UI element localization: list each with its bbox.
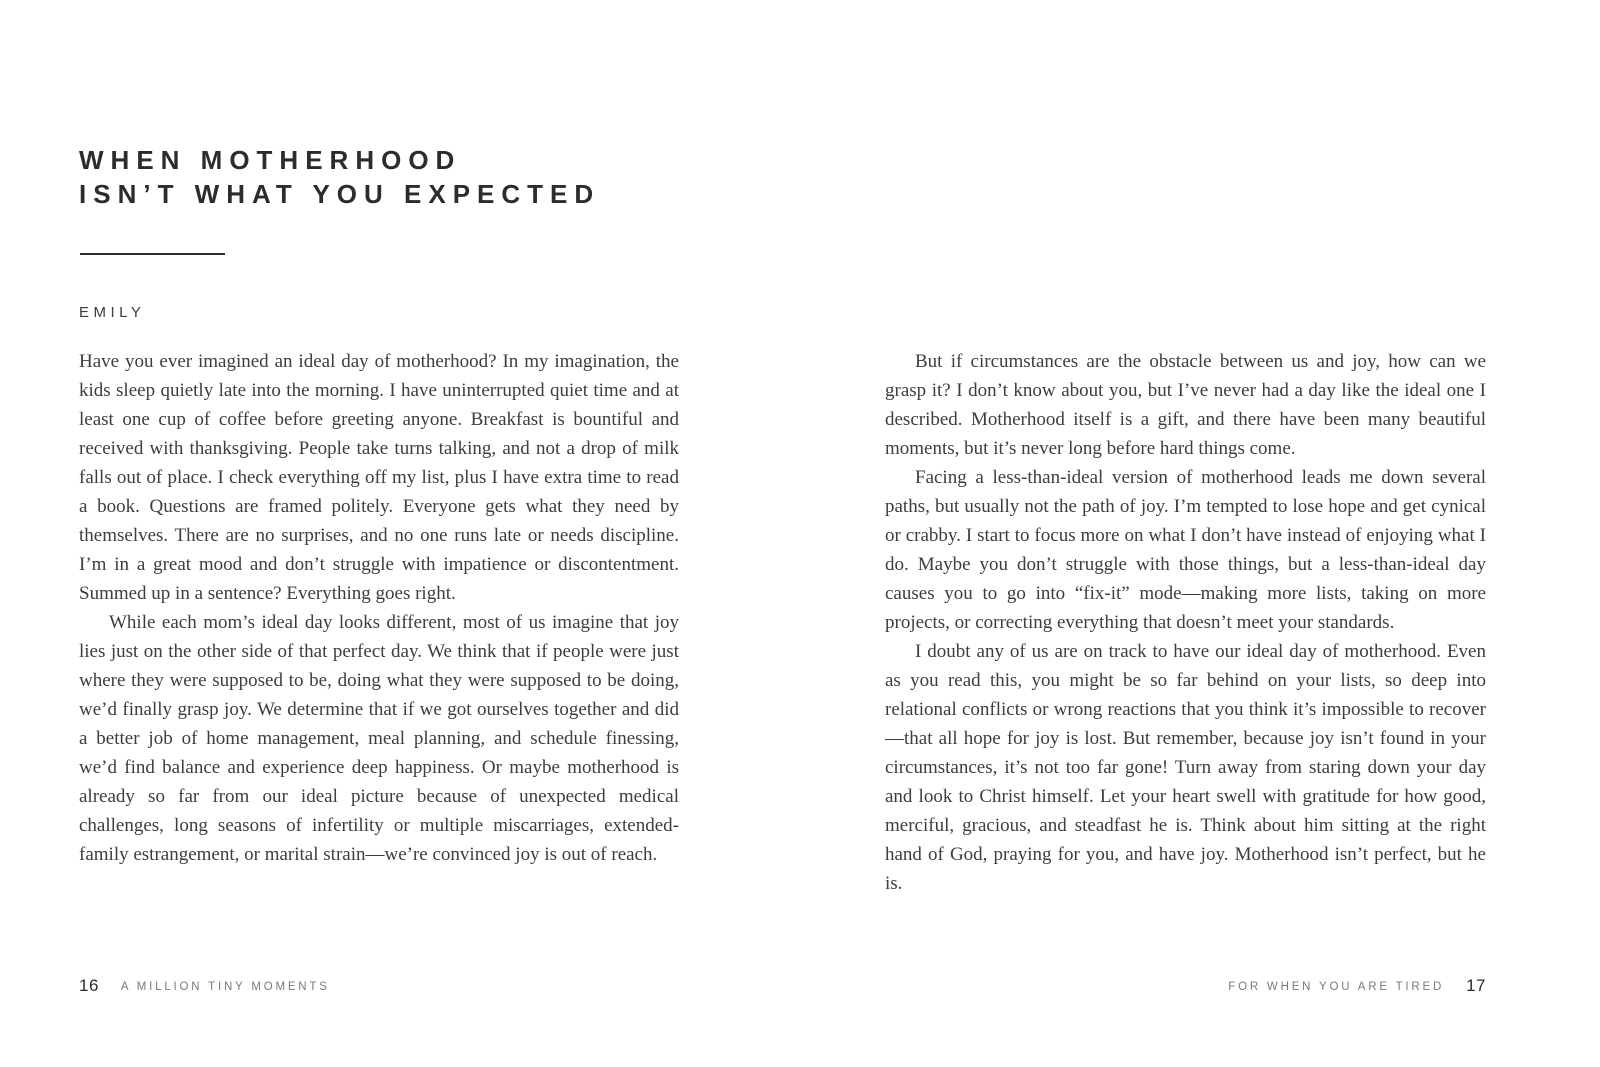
left-page-footer <box>79 976 679 996</box>
right-page-body <box>885 347 1486 898</box>
running-title: FOR WHEN YOU ARE TIRED <box>1228 981 1445 993</box>
right-page <box>885 0 1486 1067</box>
chapter-title-line-2: ISN’T WHAT YOU EXPECTED <box>79 179 601 209</box>
chapter-title <box>79 143 600 211</box>
running-title: A MILLION TINY MOMENTS <box>120 981 330 993</box>
right-page-footer <box>885 976 1486 996</box>
paragraph: But if circumstances are the obstacle between us and joy, how can we grasp it? I don’t know about you, but I’ve never had a day like the ideal one I described. Motherhood itself is a gift, and there have been many beautiful moments, but it’s never long before hard things come. <box>885 351 1486 459</box>
title-rule <box>80 253 225 255</box>
author-label: EMILY <box>79 304 146 321</box>
paragraph: I doubt any of us are on track to have our ideal day of motherhood. Even as you read this, you might be so far behind on your lists, so deep into relational conflicts or wrong reactions that you think it’s impossible to recover—that all hope for joy is lost. But remember, because joy isn’t found in your circumstances, it’s not too far gone! Turn away from staring down your day and look to Christ himself. Let your heart swell with gratitude for how good, merciful, gracious, and steadfast he is. Think about him sitting at the right hand of God, praying for you, and have joy. Motherhood isn’t perfect, but he is. <box>885 641 1486 894</box>
paragraph: Facing a less-than-ideal version of motherhood leads me down several paths, but usually not the path of joy. I’m tempted to lose hope and get cynical or crabby. I start to focus more on what I don’t have instead of enjoying what I do. Maybe you don’t struggle with those things, but a less-than-ideal day causes you to go into “fix-it” mode—making more lists, taking on more projects, or correcting everything that doesn’t meet your standards. <box>885 467 1486 633</box>
page-number: 17 <box>1466 976 1486 995</box>
left-page-body <box>79 347 679 869</box>
page-number: 16 <box>79 976 99 995</box>
left-page <box>79 0 679 1067</box>
paragraph: Have you ever imagined an ideal day of motherhood? In my imagination, the kids sleep quietly late into the morning. I have uninterrupted quiet time and at least one cup of coffee before greeting anyone. Breakfast is bountiful and received with thanksgiving. People take turns talking, and not a drop of milk falls out of place. I check everything off my list, plus I have extra time to read a book. Questions are framed politely. Everyone gets what they need by themselves. There are no surprises, and no one runs late or needs discipline. I’m in a great mood and don’t struggle with impatience or discontentment. Summed up in a sentence? Everything goes right. <box>79 351 679 604</box>
chapter-title-line-1: WHEN MOTHERHOOD <box>79 145 462 175</box>
paragraph: While each mom’s ideal day looks different, most of us imagine that joy lies just on the other side of that perfect day. We think that if people were just where they were supposed to be, doing what they were supposed to be doing, we’d finally grasp joy. We determine that if we got ourselves together and did a better job of home management, meal planning, and schedule finessing, we’d find balance and experience deep happiness. Or maybe motherhood is already so far from our ideal picture because of unexpected medical challenges, long seasons of infertility or multiple miscarriages, extended-family estrangement, or marital strain—we’re convinced joy is out of reach. <box>79 612 679 865</box>
